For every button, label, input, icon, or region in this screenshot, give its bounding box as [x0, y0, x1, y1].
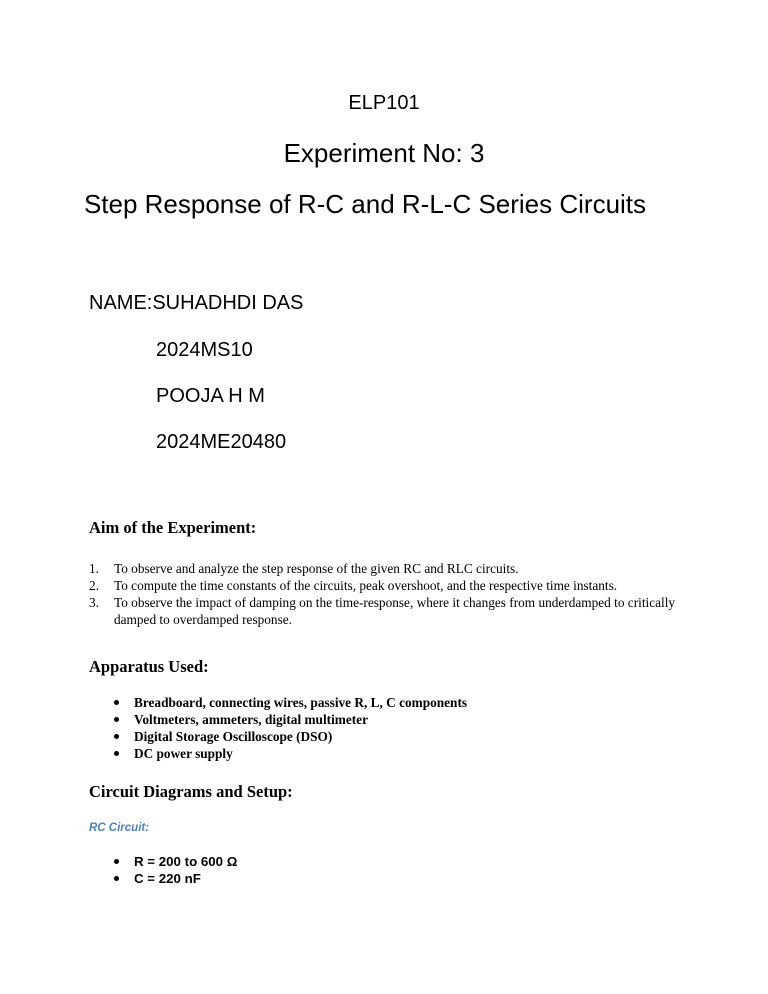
aim-item-number: 1. — [89, 561, 99, 576]
author-name-2: POOJA H M — [156, 385, 265, 407]
rc-component-item — [89, 853, 237, 870]
bullet-icon — [114, 859, 119, 864]
aim-list — [89, 560, 689, 628]
bullet-icon — [114, 734, 119, 739]
author-name-line: NAME:SUHADHDI DAS — [89, 292, 304, 314]
apparatus-item-text: DC power supply — [134, 746, 233, 761]
rc-circuit-heading: RC Circuit: — [89, 822, 150, 834]
experiment-title: Step Response of R-C and R-L-C Series Circuits — [83, 189, 647, 219]
bullet-icon — [114, 717, 119, 722]
aim-item-text: To observe the impact of damping on the time-response, where it changes from underdamped to critically damped to overdamped response. — [114, 595, 676, 627]
author-id-1: 2024MS10 — [156, 339, 253, 361]
apparatus-item — [89, 711, 467, 728]
aim-item — [89, 577, 689, 594]
aim-item-text: To compute the time constants of the circuits, peak overshoot, and the respective time instants. — [114, 578, 618, 593]
rc-component-list — [89, 853, 237, 887]
bullet-icon — [114, 876, 119, 881]
author-id-2: 2024ME20480 — [156, 431, 287, 453]
aim-item — [89, 560, 689, 577]
apparatus-item-text: Voltmeters, ammeters, digital multimeter — [134, 712, 368, 727]
bullet-icon — [114, 751, 119, 756]
rc-component-item — [89, 870, 237, 887]
aim-heading: Aim of the Experiment: — [89, 518, 257, 537]
aim-item-number: 3. — [89, 595, 99, 610]
aim-item — [89, 594, 689, 628]
aim-item-number: 2. — [89, 578, 99, 593]
bullet-icon — [114, 700, 119, 705]
apparatus-heading: Apparatus Used: — [89, 657, 209, 676]
apparatus-item-text: Digital Storage Oscilloscope (DSO) — [134, 729, 333, 744]
experiment-number: Experiment No: 3 — [283, 138, 485, 168]
course-code: ELP101 — [348, 92, 420, 114]
apparatus-item — [89, 728, 467, 745]
apparatus-item — [89, 745, 467, 762]
rc-component-text: C = 220 nF — [134, 871, 201, 886]
apparatus-item — [89, 694, 467, 711]
circuits-heading: Circuit Diagrams and Setup: — [89, 782, 293, 801]
apparatus-list — [89, 694, 467, 762]
apparatus-item-text: Breadboard, connecting wires, passive R, L, C components — [134, 695, 468, 710]
rc-component-text: R = 200 to 600 Ω — [134, 854, 238, 869]
aim-item-text: To observe and analyze the step response of the given RC and RLC circuits. — [114, 561, 519, 576]
